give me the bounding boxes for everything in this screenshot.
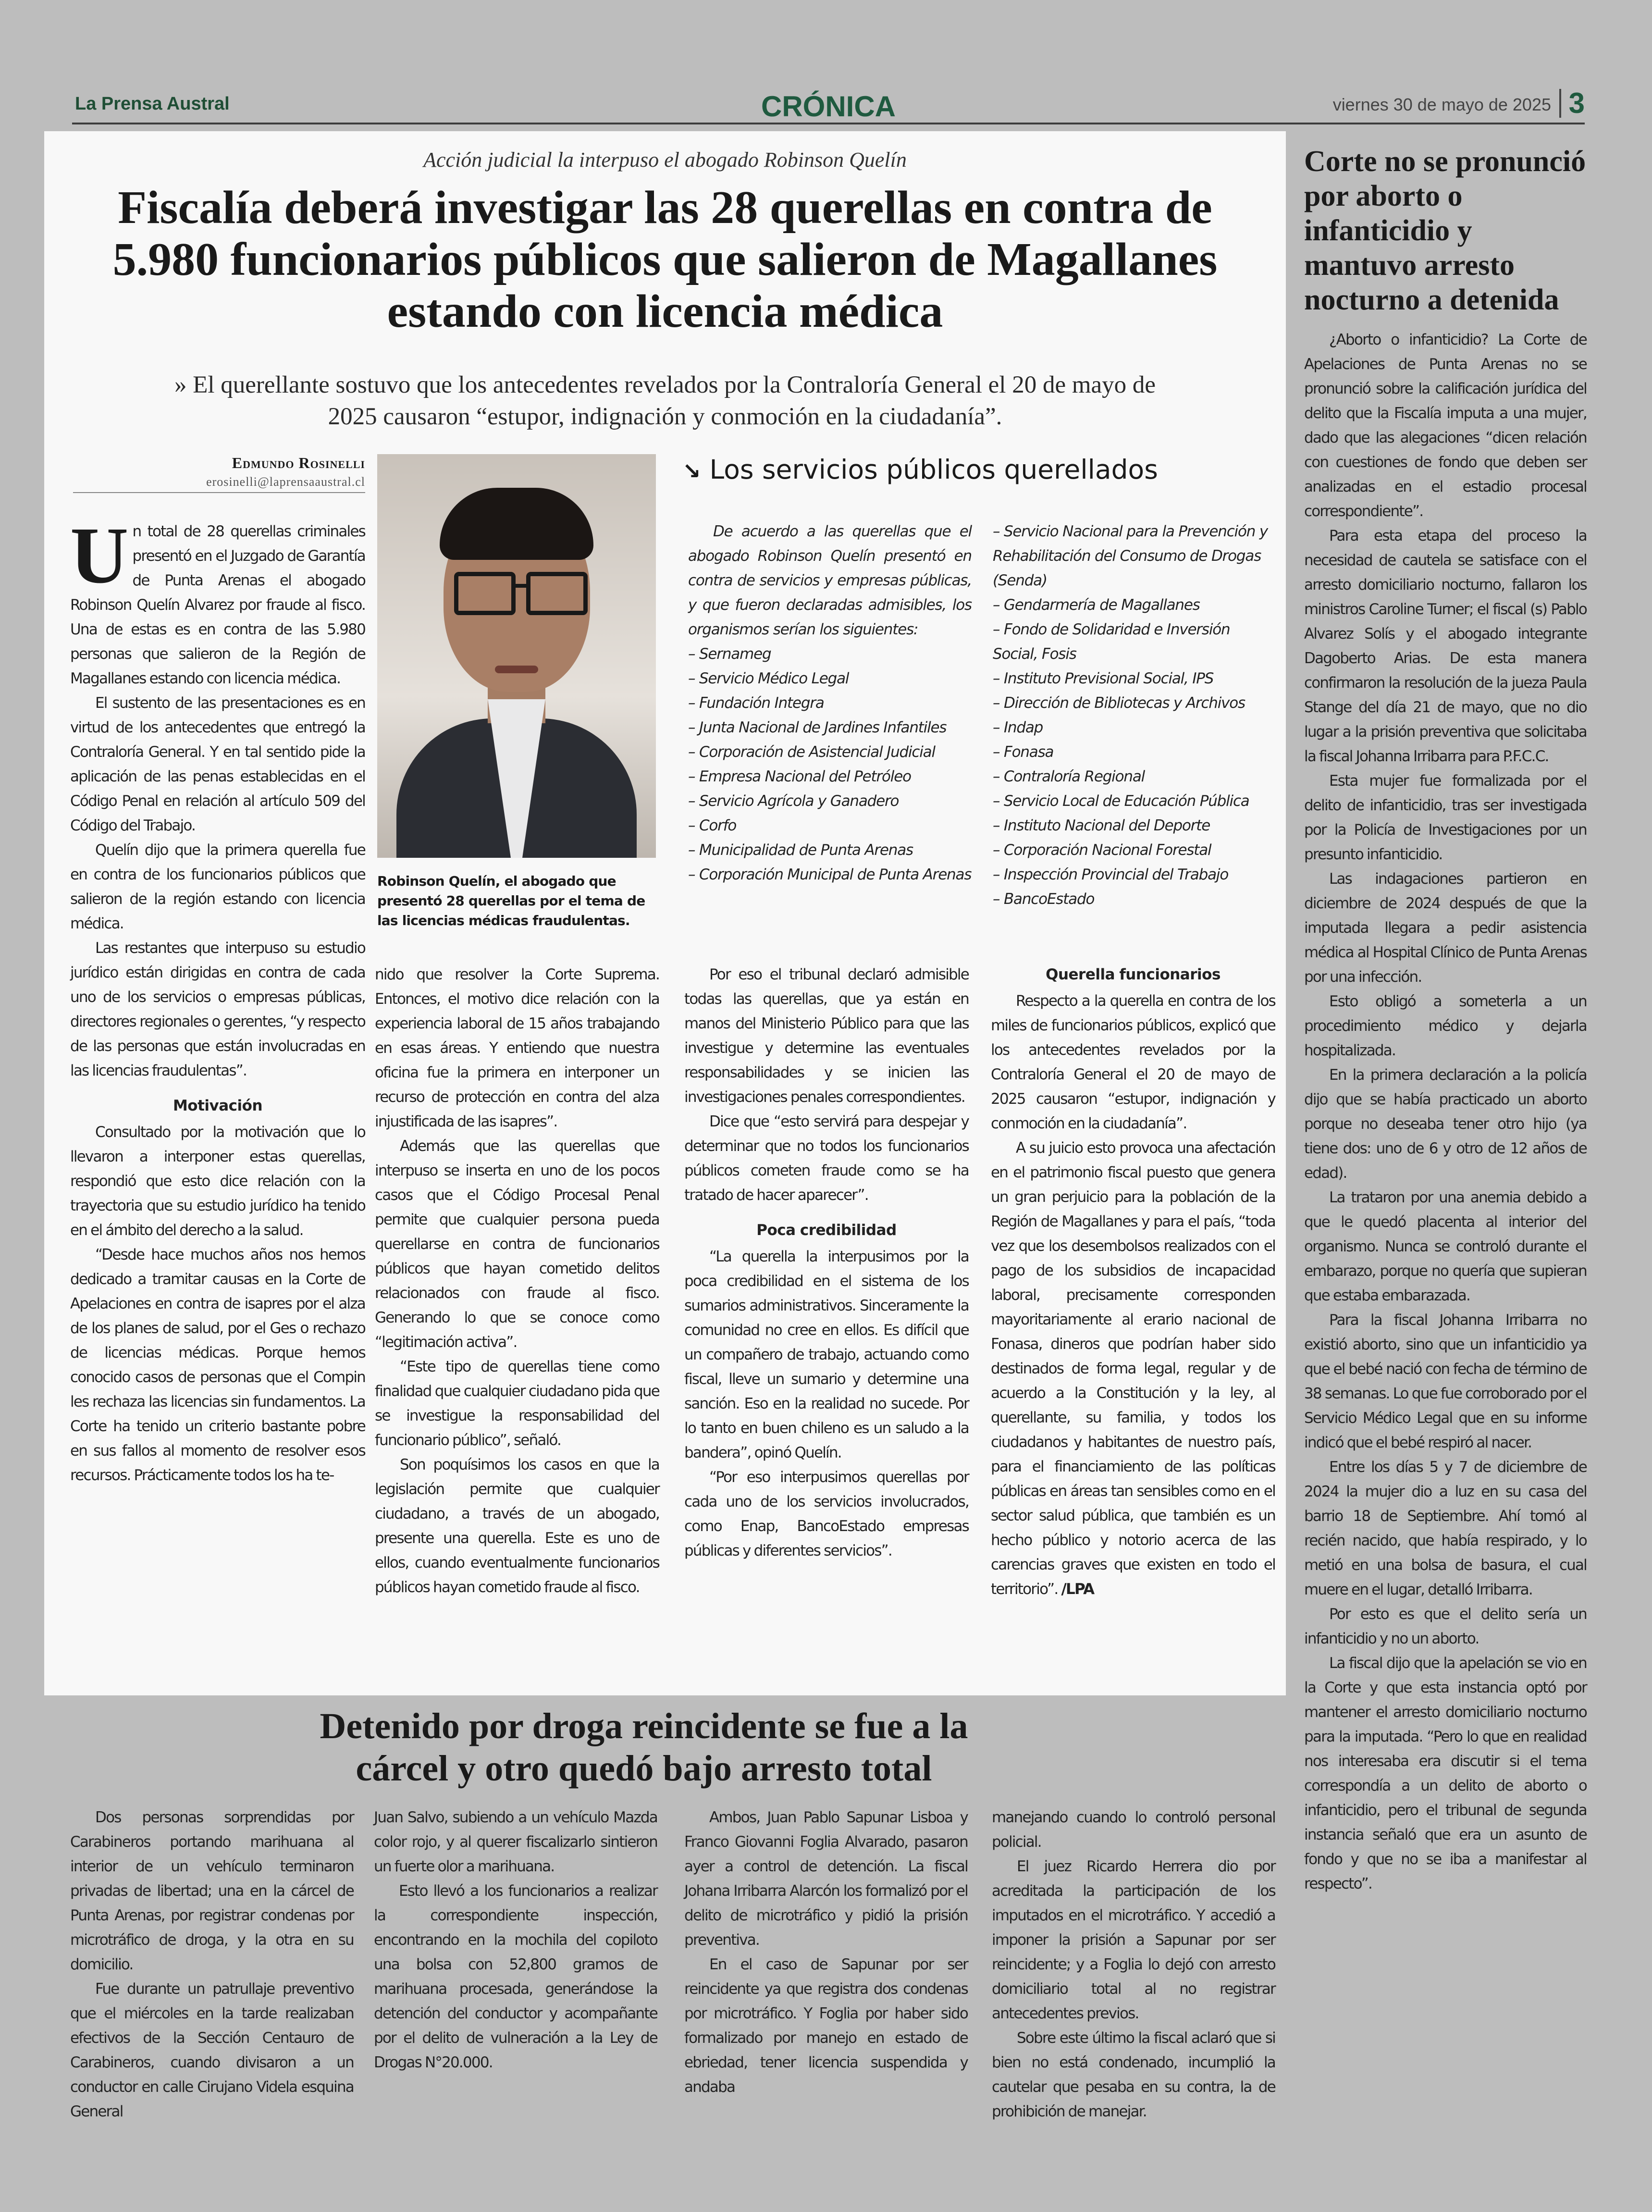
signature: /LPA <box>1061 1581 1094 1598</box>
paragraph: En el caso de Sapunar por ser reincidente ya que registra dos condenas por microtráfico. Y Foglia por haber sido formalizado por manejo en estado de ebriedad, tener licencia suspendida y andaba <box>684 1956 968 2096</box>
list-item: – Sernameg <box>688 645 771 663</box>
paragraph: Consultado por la motivación que lo llevaron a interponer estas querellas, respondió que esto dice relación con la trayectoria que su estudio jurídico ha tenido en el ámbito del derecho a la salud. <box>70 1124 365 1239</box>
paragraph: La fiscal dijo que la apelación se vio en la Corte y que esta instancia optó por mantener el arresto domiciliario nocturno para la imputada. “Pero lo que en realidad nos interesaba era discutir si el tema correspondía a un delito de aborto o infanticidio, pero el tribunal de segunda instancia señaló que era un asunto de fondo y que no se iba a manifestar al respecto”. <box>1304 1655 1587 1892</box>
list-item: – Inspección Provincial del Trabajo <box>993 866 1229 883</box>
list-item: – Instituto Nacional del Deporte <box>993 817 1210 834</box>
subheading-querella-funcionarios: Querella funcionarios <box>1046 966 1221 983</box>
list-item: – Indap <box>993 719 1043 736</box>
paragraph: Entre los días 5 y 7 de diciembre de 2024 la mujer dio a luz en su casa del barrio 18 de Septiembre. Ahí tomó al recién nacido, que había respirado, y lo metió en una bolsa de basura, el cual muere en el lugar, detalló Irribarra. <box>1304 1458 1587 1598</box>
paragraph: Un total de 28 querellas criminales presentó en el Juzgado de Garantía de Punta Arenas el abogado Robinson Quelín Alvarez por fraude al fisco. Una de estas es en contra de las 5.980 personas que salieron de la Región de Magallanes estando con licencia médica. <box>70 511 365 687</box>
paragraph: “Desde hace muchos años nos hemos dedicado a tramitar causas en la Corte de Apelaciones en contra de isapres por el alza de los planes de salud, por el Ges o rechazo de licencias médicas. Porque hemos conocido casos de personas que el Compin les rechaza las licencias sin fundamentos. La Corte ha tenido un criterio bastante pobre en sus fallos al momento de resolver esos recursos. Prácticamente todos los ha te- <box>70 1246 365 1484</box>
list-item: – Empresa Nacional del Petróleo <box>688 768 911 785</box>
photo-caption: Robinson Quelín, el abogado que presentó 28 querellas por el tema de las licencias médicas fraudulentas. <box>377 873 645 928</box>
arrow-down-right-icon: ↘ <box>682 458 701 484</box>
issue-date: viernes 30 de mayo de 2025 <box>1332 95 1551 114</box>
author-email: erosinelli@laprensaaustral.cl <box>73 475 365 493</box>
paragraph: Para esta etapa del proceso la necesidad de cautela se satisface con el arresto domiciliario nocturno, fallaron los ministros Caroline Turner; el fiscal (s) Pablo Alvarez Solís y el abogado integrante Dagoberto Arias. De esta manera confirmaron la resolución de la jueza Paula Stange del día 21 de mayo, que no dio lugar a la prisión preventiva que solicitaba la fiscal Johanna Irribarra para P.F.C.C. <box>1304 527 1587 765</box>
sidebar-article <box>1304 144 1587 1896</box>
paragraph: Sobre este último la fiscal aclaró que si bien no está condenado, incumplió la cautelar que pesaba en su contra, la de prohibición de manejar. <box>992 2029 1275 2120</box>
paragraph: Juan Salvo, subiendo a un vehículo Mazda color rojo, y al querer fiscalizarlo sintieron un fuerte olor a marihuana. <box>374 1809 657 1875</box>
list-item: – Servicio Nacional para la Prevención y Rehabilitación del Consumo de Drogas (Senda) <box>993 523 1268 589</box>
lead-text: El querellante sostuvo que los antecedentes revelados por la Contraloría General el 20 de mayo de 2025 causaron “estupor, indignación y conmoción en la ciudadanía”. <box>193 371 1156 430</box>
main-article <box>44 131 1286 1695</box>
paragraph: Respecto a la querella en contra de los miles de funcionarios públicos, explicó que los antecedentes revelados por la Contraloría General el 20 de mayo de 2025 causaron “estupor, indignación y conmoción en la ciudadanía”. <box>991 992 1275 1132</box>
box-title: ↘ Los servicios públicos querellados <box>682 454 1158 485</box>
list-item: – Municipalidad de Punta Arenas <box>688 841 913 859</box>
article-column-3 <box>684 963 969 1563</box>
box-intro: De acuerdo a las querellas que el abogado Robinson Quelín presentó en contra de servicios y empresas públicas, y que fueron declaradas admisibles, los organismos serían los siguientes: <box>688 523 972 638</box>
paragraph: “Por eso interpusimos querellas por cada uno de los servicios involucrados, como Enap, BancoEstado empresas públicas y diferentes servicios”. <box>684 1469 969 1559</box>
paragraph: Las restantes que interpuso su estudio jurídico están dirigidas en contra de cada uno de los servicios o empresas públicas, directores regionales o gerentes, “y respecto de las personas que están involucradas en las licencias fraudulentas”. <box>70 939 365 1079</box>
paragraph: Ambos, Juan Pablo Sapunar Lisboa y Franco Giovanni Foglia Alvarado, pasaron ayer a control de detención. La fiscal Johana Irribarra Alarcón los formalizó por el delito de microtráfico y pidió la prisión preventiva. <box>684 1809 968 1949</box>
paragraph: Son poquísimos los casos en que la legislación permite que cualquier ciudadano, a través de un abogado, presente una querella. Este es uno de ellos, cuando eventualmente funcionarios públicos hayan cometido fraude al fisco. <box>375 1456 659 1596</box>
paragraph: El juez Ricardo Herrera dio por acreditada la participación de los imputados en el microtráfico. Y accedió a imponer la prisión a Sapunar por ser reincidente; y a Foglia lo dejó con arresto domiciliario total al no registrar antecedentes previos. <box>992 1858 1275 2022</box>
list-item: – Instituto Previsional Social, IPS <box>993 670 1214 687</box>
list-item: – BancoEstado <box>993 890 1095 908</box>
bottom-column-2 <box>374 1805 657 2075</box>
list-item: – Servicio Agrícola y Ganadero <box>688 792 899 810</box>
paragraph: “La querella la interpusimos por la poca credibilidad en el sistema de los sumarios administrativos. Sinceramente la comunidad no cree en ellos. Es difícil que un compañero de trabajo, actuando como fiscal, lleve un sumario y determine una sanción. Eso en la realidad no sucede. Por lo tanto en buen chileno es un saludo a la bandera”, opinó Quelín. <box>684 1248 969 1461</box>
paragraph: Esta mujer fue formalizada por el delito de infanticidio, tras ser investigada por la Policía de Investigaciones por un presunto infanticidio. <box>1304 772 1587 863</box>
paragraph: En la primera declaración a la policía dijo que se había practicado un aborto porque no deseaba tener otro hijo (ya tiene dos: uno de 6 y otro de 12 años de edad). <box>1304 1066 1587 1182</box>
list-item: – Fonasa <box>993 743 1054 761</box>
services-list-right <box>993 519 1276 912</box>
paragraph: nido que resolver la Corte Suprema. Entonces, el motivo dice relación con la experiencia laboral de 15 años trabajando en esas áreas. Y entiendo que nuestra oficina fue la primera en interponer un recurso de protección en contra del alza injustificada de las isapres”. <box>375 966 659 1130</box>
article-kicker: Acción judicial la interpuso el abogado Robinson Quelín <box>423 148 907 172</box>
paragraph: Fue durante un patrullaje preventivo que el miércoles en la tarde realizaban efectivos de la Sección Centauro de Carabineros, cuando divisaron a un conductor en calle Cirujano Videla esquina General <box>70 1980 354 2120</box>
paragraph: manejando cuando lo controló personal policial. <box>992 1809 1275 1851</box>
list-item: – Contraloría Regional <box>993 768 1145 785</box>
sidebar-body <box>1304 328 1587 1896</box>
paragraph: Por eso el tribunal declaró admisible todas las querellas, que ya están en manos del Ministerio Público para que las investigue y determine las eventuales responsabilidades y se inicien las investigaciones penales correspondientes. <box>684 966 969 1106</box>
section-title: CRÓNICA <box>761 90 896 123</box>
bottom-column-3 <box>684 1805 968 2100</box>
services-list-left <box>688 519 972 887</box>
paragraph: Dos personas sorprendidas por Carabineros portando marihuana al interior de un vehículo terminaron privadas de libertad; una en la cárcel de Punta Arenas, por registrar condenas por microtráfico de droga, y la otra en su domicilio. <box>70 1809 354 1973</box>
sidebar-headline: Corte no se pronunció por aborto o infanticidio y mantuvo arresto nocturno a detenida <box>1304 145 1586 316</box>
article-column-1 <box>70 511 365 1488</box>
list-item: – Corporación Municipal de Punta Arenas <box>688 866 972 883</box>
list-item: – Dirección de Bibliotecas y Archivos <box>993 694 1245 712</box>
bottom-headline: Detenido por droga reincidente se fue a la cárcel y otro quedó bajo arresto total <box>320 1706 968 1789</box>
paragraph: Las indagaciones partieron en diciembre de 2024 después de que la imputada llegara a pedir asistencia médica al Hospital Clínico de Punta Arenas por una infección. <box>1304 870 1587 986</box>
drop-cap: U <box>70 511 128 600</box>
article-column-2 <box>375 963 659 1600</box>
bottom-column-1 <box>70 1805 354 2124</box>
list-item: – Corporación Nacional Forestal <box>993 841 1211 859</box>
paragraph: Quelín dijo que la primera querella fue en contra de los funcionarios públicos que salieron de la región estando con licencia médica. <box>70 841 365 932</box>
list-item: – Servicio Médico Legal <box>688 670 849 687</box>
lead-arrow-icon: » <box>174 371 187 398</box>
newspaper-brand: La Prensa Austral <box>75 94 230 114</box>
list-item: – Servicio Local de Educación Pública <box>993 792 1249 810</box>
page-number: 3 <box>1559 89 1585 118</box>
paragraph: Esto llevó a los funcionarios a realizar la correspondiente inspección, encontrando en la mochila del copiloto una bolsa con 52,800 gramos de marihuana procesada, generándose la detención del conductor y acompañante por el delito de vulneración a la Ley de Drogas N°20.000. <box>374 1882 657 2071</box>
paragraph: El sustento de las presentaciones es en virtud de los antecedentes que entregó la Contraloría General. Y en tal sentido pide la aplicación de las penas establecidas en el Código Penal en relación al artículo 509 del Código del Trabajo. <box>70 694 365 834</box>
byline <box>73 454 365 493</box>
author-name: Edmundo Rosinelli <box>232 454 365 471</box>
article-lead <box>155 369 1175 433</box>
list-item: – Junta Nacional de Jardines Infantiles <box>688 719 947 736</box>
paragraph: La trataron por una anemia debido a que le quedó placenta al interior del organismo. Nunca se controló durante el embarazo, porque no quería que supieran que estaba embarazada. <box>1304 1189 1587 1304</box>
subheading-poca-credibilidad: Poca credibilidad <box>756 1222 897 1239</box>
photo-robinson-quelin <box>377 454 656 858</box>
paragraph: Por esto es que el delito sería un infanticidio y no un aborto. <box>1304 1606 1587 1647</box>
list-item: – Gendarmería de Magallanes <box>993 596 1200 614</box>
list-item: – Corfo <box>688 817 737 834</box>
list-item: – Corporación de Asistencial Judicial <box>688 743 935 761</box>
page-header <box>72 89 1585 124</box>
paragraph: ¿Aborto o infanticidio? La Corte de Apelaciones de Punta Arenas no se pronunció sobre la calificación jurídica del delito que la Fiscalía imputa a una mujer, dado que las alegaciones “dicen relación con cuestiones de fondo que deben ser analizadas en el estadio procesal correspondiente”. <box>1304 331 1587 520</box>
paragraph: Para la fiscal Johanna Irribarra no existió aborto, sino que un infanticidio ya que el bebé nació con fecha de término de 38 semanas. Lo que fue corroborado por el Servicio Médico Legal que en su informe indicó que el bebé respiró al nacer. <box>1304 1311 1587 1451</box>
list-item: – Fundación Integra <box>688 694 824 712</box>
paragraph: Esto obligó a someterla a un procedimiento médico y dejarla hospitalizada. <box>1304 993 1587 1059</box>
bottom-column-4 <box>992 1805 1275 2124</box>
article-column-4 <box>991 963 1275 1602</box>
article-headline: Fiscalía deberá investigar las 28 querellas en contra de 5.980 funcionarios públicos que salieron de Magallanes estando con licencia médica <box>112 182 1218 337</box>
paragraph: A su juicio esto provoca una afectación en el patrimonio fiscal puesto que genera un gran perjuicio para la población de la Región de Magallanes y para el país, “toda vez que los desembolsos realizados con el pago de los subsidios de incapacidad laboral, precisamente corresponden mayoritariamente al erario nacional de Fonasa, dineros que podrían haber sido destinados de forma legal, regular y de acuerdo a la Constitución y la ley, al querellante, su familia, y todos los ciudadanos y habitantes de nuestro país, para el financiamiento de las políticas públicas en áreas tan sensibles como en el sector salud pública, que también es un hecho público y notorio acerca de las carencias graves que existen en todo el territorio”. /LPA <box>991 1139 1275 1598</box>
list-item: – Fondo de Solidaridad e Inversión Social, Fosis <box>993 621 1230 663</box>
subheading-motivacion: Motivación <box>173 1097 263 1114</box>
paragraph: “Este tipo de querellas tiene como finalidad que cualquier ciudadano pida que se investigue la responsabilidad del funcionario público”, señaló. <box>375 1358 659 1449</box>
paragraph: Dice que “esto servirá para despejar y determinar que no todos los funcionarios públicos cometen fraude como se ha tratado de hacer aparecer”. <box>684 1113 969 1204</box>
paragraph: Además que las querellas que interpuso se inserta en uno de los pocos casos que el Código Procesal Penal permite que cualquier persona pueda querellarse en contra de funcionarios públicos que hayan cometido delitos relacionados con fraude al fisco. Generando lo que se conoce como “legitimación activa”. <box>375 1137 659 1351</box>
